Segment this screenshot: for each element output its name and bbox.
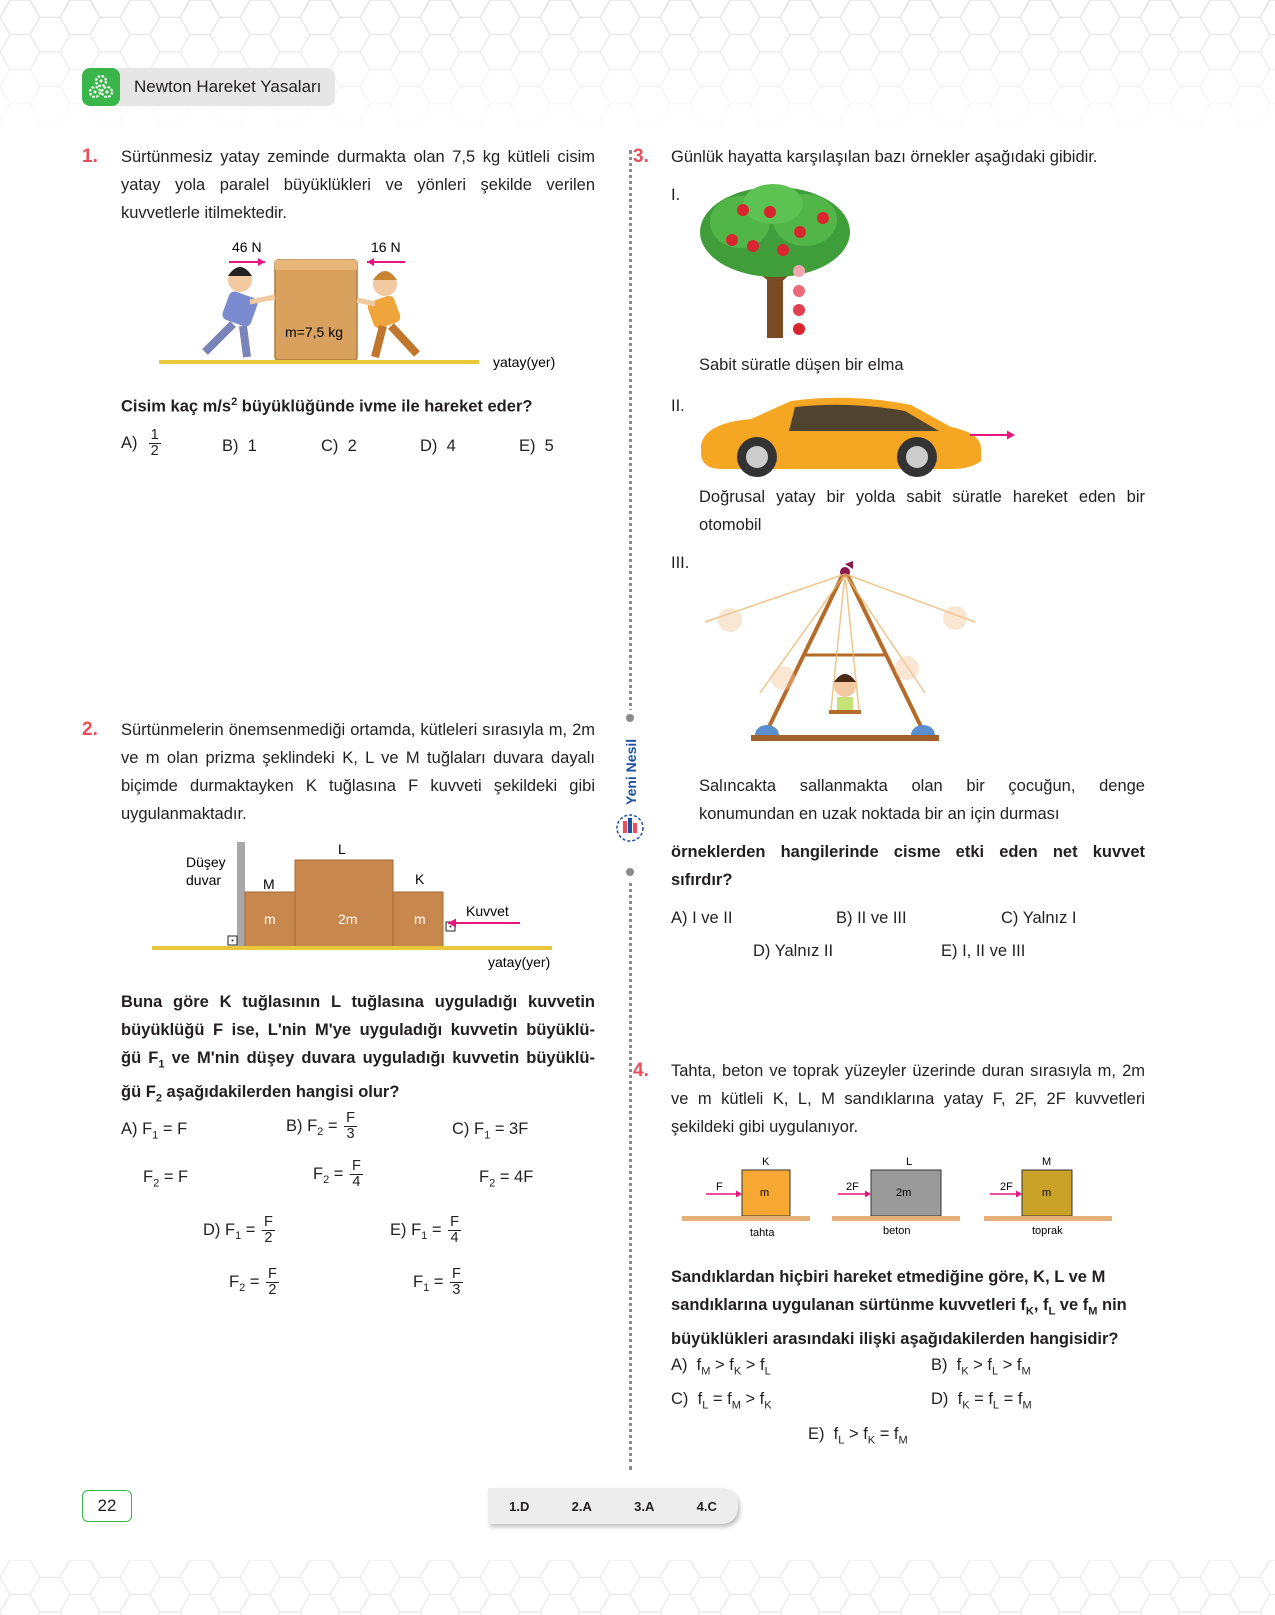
gears-icon — [82, 68, 120, 106]
box-l — [832, 1156, 960, 1237]
q2-question: Buna göre K tuğlasının L tuğlasına uyguladığı kuvvetin büyüklüğü F ise, L'nin M'ye uyguladığı kuvvetin büyüklü- ğü $F_1$ ve M'nin düşey duvara uyguladığı kuvvetin büyüklü- ğü $F_2$ aşağıdakilerden hangisi olur? — [121, 993, 596, 1105]
wall-label-2: duvar — [186, 872, 222, 888]
brick-l-mass: 2m — [338, 911, 358, 927]
topic-header — [82, 68, 335, 106]
answer-2: 2.A — [571, 1498, 592, 1514]
q1-option-b[interactable]: B) 1 — [222, 437, 257, 455]
q1-figure — [155, 232, 565, 372]
q1-option-a[interactable]: A) $\frac{1}{2}$ — [121, 427, 159, 459]
q4-option-d[interactable]: D) $f_K = f_L = f_M$ — [931, 1390, 1032, 1412]
q4-text: Tahta, beton ve toprak yüzeyler üzerinde duran sırasıyla m, 2m ve m kütleli K, L, M sandıklarına yatay F, 2F, 2F kuvvetleri şekildeki gibi uygulanıyor. — [671, 1062, 1145, 1136]
q4-figure — [678, 1150, 1118, 1245]
q1-option-e[interactable]: E) 5 — [519, 437, 554, 455]
q4-number: 4. — [633, 1060, 649, 1081]
q1-option-c[interactable]: C) 2 — [321, 437, 357, 455]
ground-line — [152, 946, 552, 950]
q2-option-b[interactable]: B) $F_2$ = $\frac{F}{3}$ — [286, 1110, 355, 1142]
q3-option-d[interactable]: D) Yalnız II — [753, 942, 834, 960]
yeni-nesil-badge — [610, 710, 650, 880]
q3-item-2-label: II. — [671, 397, 685, 415]
box-l-force: 2F — [846, 1181, 859, 1193]
box-k — [682, 1156, 810, 1239]
q2-option-c[interactable]: C) $F_1 = 3F$ — [452, 1120, 529, 1142]
q1-option-d[interactable]: D) 4 — [420, 437, 456, 455]
q3-item-1-label: I. — [671, 186, 681, 204]
q2-option-e[interactable]: E) $F_1$ = $\frac{F}{4}$ — [390, 1214, 459, 1246]
q2-option-e-line2: $F_1$ = $\frac{F}{3}$ — [413, 1266, 461, 1298]
box-l-mass: 2m — [896, 1187, 912, 1199]
crate — [275, 260, 357, 360]
q4-option-c[interactable]: C) $f_L = f_M > f_K$ — [671, 1390, 772, 1412]
ground-line — [159, 360, 479, 364]
q3-item-3-caption: Salıncakta sallanmakta olan bir çocuğun, denge konumundan en uzak noktada bir an için durması — [699, 777, 1145, 823]
boy-right-icon — [357, 271, 417, 357]
box-m-mass: m — [1042, 1187, 1052, 1199]
box-l-label: L — [906, 1156, 913, 1168]
box-k-force: F — [716, 1181, 723, 1193]
force-label: Kuvvet — [466, 903, 509, 919]
q4-question: Sandıklardan hiçbiri hareket etmediğine göre, K, L ve M sandıklarına uygulanan sürtünme kuvvetleri $f_K$, $f_L$ ve $f_M$ nin büyüklükleri arasındaki ilişki aşağıdakilerden hangisidir? — [671, 1268, 1127, 1349]
apple-tree-icon — [695, 182, 865, 344]
q3-item-1-caption: Sabit süratle düşen bir elma — [699, 356, 904, 374]
q4-option-a[interactable]: A) $f_M > f_K > f_L$ — [671, 1356, 771, 1378]
q4-option-b[interactable]: B) $f_K > f_L > f_M$ — [931, 1356, 1031, 1378]
topic-title: Newton Hareket Yasaları — [134, 77, 322, 96]
q2-ground-label: yatay(yer) — [488, 954, 551, 970]
box-m — [984, 1156, 1112, 1237]
page-number: 22 — [82, 1490, 132, 1522]
box-l-surface: beton — [883, 1225, 911, 1237]
q2-option-d[interactable]: D) $F_1$ = $\frac{F}{2}$ — [203, 1214, 273, 1246]
boy-left-icon — [205, 267, 275, 357]
brick-k-mass: m — [414, 911, 426, 927]
q1-number: 1. — [82, 146, 98, 167]
box-k-mass: m — [760, 1187, 770, 1199]
q3-option-a[interactable]: A) I ve II — [671, 909, 733, 927]
answer-1: 1.D — [509, 1498, 530, 1514]
answer-key — [488, 1488, 738, 1524]
brick-m-label: M — [263, 876, 275, 892]
q1-text: Sürtünmesiz yatay zeminde durmakta olan 7,5 kg kütleli cisim yatay yola paralel büyüklükleri ve yönleri şekilde verilen kuvvetlerle itilmektedir. — [121, 148, 595, 222]
q3-option-b[interactable]: B) II ve III — [836, 909, 907, 927]
box-k-surface: tahta — [750, 1227, 775, 1239]
q1-force-right: 16 N — [371, 239, 401, 255]
q3-item-3-label: III. — [671, 554, 690, 572]
q3-number: 3. — [633, 146, 649, 167]
q1-question: Cisim kaç $m/s^2$ büyüklüğünde ivme ile hareket eder? — [121, 396, 533, 416]
brick-m-mass: m — [264, 911, 276, 927]
answer-3: 3.A — [634, 1498, 655, 1514]
box-m-label: M — [1042, 1156, 1052, 1168]
q3-option-e[interactable]: E) I, II ve III — [941, 942, 1026, 960]
q1-mass-label: m=7,5 kg — [285, 324, 343, 340]
q2-text: Sürtünmelerin önemsenmediği ortamda, kütleleri sırasıyla m, 2m ve m olan prizma şeklindeki K, L ve M tuğlaları duvara dayalı biçimde durmaktayken K tuğlasına F kuvveti şekildeki gibi uygulanmaktadır. — [121, 721, 595, 823]
car-icon — [695, 395, 1025, 480]
q2-option-d-line2: $F_2$ = $\frac{F}{2}$ — [229, 1266, 277, 1298]
swing-icon — [695, 560, 995, 750]
yeni-nesil-text: Yeni Nesil — [623, 738, 639, 805]
brick-l-label: L — [338, 841, 346, 857]
brick-k-label: K — [415, 871, 425, 887]
vertical-wall — [237, 842, 245, 948]
q3-item-2-caption: Doğrusal yatay bir yolda sabit süratle hareket eden bir otomobil — [699, 488, 1145, 534]
q2-option-c-line2: $F_2 = 4F$ — [479, 1168, 534, 1190]
q3-text: Günlük hayatta karşılaşılan bazı örnekler aşağıdaki gibidir. — [671, 148, 1098, 166]
q3-option-c[interactable]: C) Yalnız I — [1001, 909, 1077, 927]
q2-figure — [148, 840, 568, 975]
q3-question: örneklerden hangilerinde cisme etki eden net kuvvet sıfırdır? — [671, 843, 1145, 889]
q2-option-a-line2: $F_2 = F$ — [143, 1168, 189, 1190]
q4-option-e[interactable]: E) $f_L > f_K = f_M$ — [808, 1425, 908, 1447]
box-m-surface: toprak — [1032, 1225, 1063, 1237]
answer-4: 4.C — [696, 1498, 717, 1514]
q2-number: 2. — [82, 719, 98, 740]
wall-label-1: Düşey — [186, 854, 226, 870]
q1-force-left: 46 N — [232, 239, 262, 255]
brick-l — [295, 860, 393, 948]
hexagon-background-bottom — [0, 1560, 1275, 1615]
q2-option-b-line2: $F_2$ = $\frac{F}{4}$ — [313, 1158, 361, 1190]
box-m-force: 2F — [1000, 1181, 1013, 1193]
q2-option-a[interactable]: A) $F_1 = F$ — [121, 1120, 188, 1142]
q1-ground-label: yatay(yer) — [493, 354, 556, 370]
box-k-label: K — [762, 1156, 770, 1168]
